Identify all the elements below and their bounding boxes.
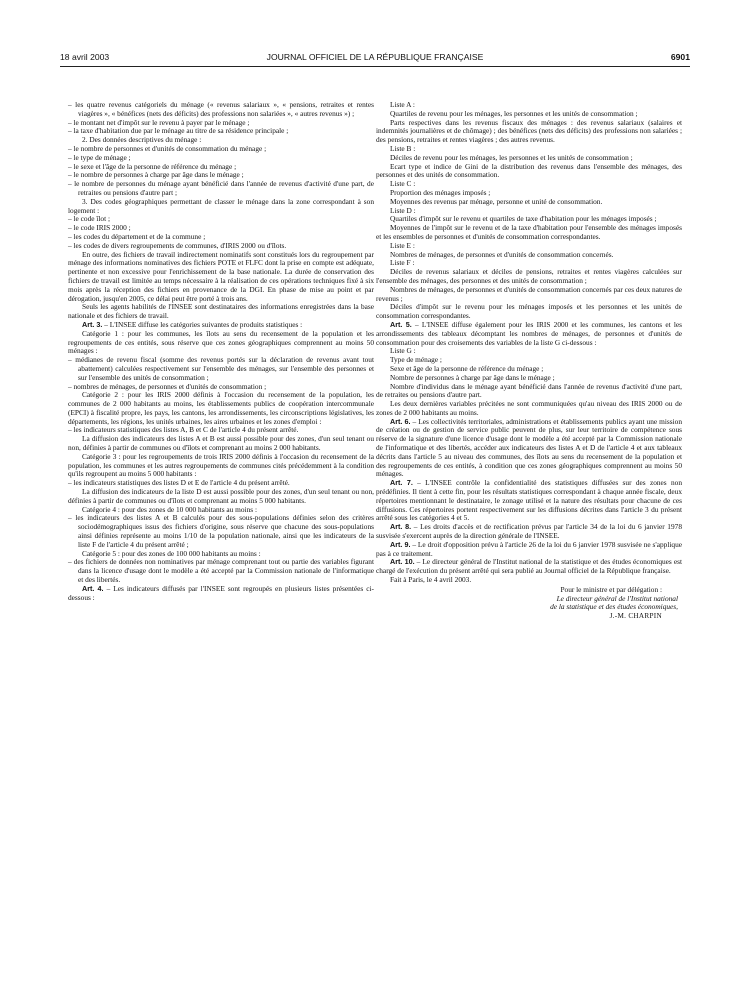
paragraph-text: – Les droits d'accès et de rectification prévus par l'article 34 de la loi du 6 janvier 1978 susvisée s'exercent auprès de la direction générale de l'INSEE.	[376, 522, 682, 541]
paragraph-text: – L'INSEE diffuse les catégories suivantes de produits statistiques :	[102, 319, 303, 329]
paragraph	[376, 268, 682, 286]
paragraph-text: Type de ménage ;	[390, 355, 442, 365]
paragraph-text: Liste F :	[390, 258, 415, 268]
journal-title: JOURNAL OFFICIEL DE LA RÉPUBLIQUE FRANÇAISE	[266, 52, 484, 62]
paragraph	[376, 198, 682, 207]
paragraph	[376, 119, 682, 145]
article-number: Art. 5.	[390, 319, 412, 329]
paragraph-text: Ecart type et indice de Gini de la distribution des revenus dans l'ensemble des ménages, des personnes et des unités de consommation.	[376, 161, 682, 180]
paragraph-text: – le nombre de personnes du ménage ayant bénéficié dans l'année de revenus d'activité d'une part, de retraites ou pensions d'autre part ;	[68, 179, 374, 197]
signature-block	[376, 586, 682, 621]
article-number: Art. 7.	[390, 478, 413, 488]
paragraph-text: – le nombre de personnes à charge par âge dans le ménage ;	[68, 170, 244, 180]
paragraph-text: Proportion des ménages imposés ;	[390, 187, 491, 197]
paragraph	[376, 383, 682, 401]
paragraph	[68, 435, 374, 453]
paragraph-text: – la taxe d'habitation due par le ménage au titre de sa résidence principale ;	[68, 126, 289, 136]
paragraph-text: – le type de ménage ;	[68, 152, 131, 162]
article-paragraph	[376, 523, 682, 541]
header-rule	[60, 66, 690, 67]
paragraph-text: – des fichiers de données non nominatives par ménage comprenant tout ou partie des variables figurant dans la licence d'usage dont le modèle a été accepté par la Commission nationale de l'informatique et des libertés.	[68, 557, 374, 585]
paragraph-text: Déciles d'impôt sur le revenu pour les ménages imposés et les personnes et les unités de consommation correspondantes.	[376, 302, 682, 321]
paragraph-text: – le code îlot ;	[68, 214, 111, 224]
article-number: Art. 8.	[390, 522, 412, 532]
paragraph-text: Nombre de personnes à charge par âge dans le ménage ;	[390, 372, 555, 382]
list-item	[68, 514, 374, 549]
right-column-body	[376, 101, 682, 585]
paragraph-text: – le sexe et l'âge de la personne de référence du ménage ;	[68, 161, 237, 171]
list-item	[68, 101, 374, 119]
paragraph-text: – médianes de revenu fiscal (somme des revenus portés sur la déclaration de revenus avant tout abattement) calculées respectivement sur l'ensemble des ménages, sur l'ensemble des personnes et sur l'ensemble des unités de consommation ;	[68, 355, 374, 382]
paragraph-text: Quartiles d'impôt sur le revenu et quartiles de taxe d'habitation pour les ménages imposés ;	[390, 214, 657, 224]
paragraph-text: Liste A :	[390, 100, 415, 109]
paragraph-text: Liste E :	[390, 240, 415, 250]
article-number: Art. 6.	[390, 416, 411, 426]
paragraph-text: – les indicateurs des listes A et B calculés pour des sous-populations définies selon des critères sociodémographiques issus des fichiers d'origine, sous réserve que chacune des sous-populations ainsi définies représente au moins 1/10 de la population nationale, ainsi que les indicateurs de la liste F de l'article 4 du présent arrêté ;	[68, 513, 374, 549]
article-number: Art. 3.	[82, 319, 103, 329]
paragraph-text: Catégorie 2 : pour les IRIS 2000 définis à l'occasion du recensement de la population, les communes de 2 000 habitants au moins, les établissements publics de coopération intercommunale (EPCI) à fiscalité propre, les pays, les cantons, les arrondissements, les circonscriptions législatives, les départements, les régions, les unités urbaines, les aires urbaines et les zones d'emploi :	[68, 390, 374, 426]
paragraph	[68, 391, 374, 426]
paragraph	[376, 163, 682, 181]
paragraph-text: – L'INSEE diffuse également pour les IRIS 2000 et les communes, les cantons et les arrondissements des tableaux décomptant les nombres de ménages, de personnes et d'unités de consommation pour des croisements des variables de la liste G ci-dessous :	[376, 319, 682, 347]
article-paragraph	[68, 585, 374, 603]
article-paragraph	[376, 418, 682, 480]
signature-role-1: Le directeur général de l'Institut national	[556, 593, 678, 603]
article-paragraph	[376, 479, 682, 523]
paragraph-text: Nombres de ménages, de personnes et d'unités de consommation concernés par ces deux natures de revenus ;	[376, 284, 682, 303]
page-header	[60, 52, 690, 66]
paragraph-text: Liste G :	[390, 346, 416, 356]
paragraph-text: Sexe et âge de la personne de référence du ménage ;	[390, 363, 544, 373]
page-number: 6901	[670, 52, 690, 62]
paragraph-text: Fait à Paris, le 4 avril 2003.	[390, 575, 472, 585]
list-item	[68, 180, 374, 198]
list-item	[68, 558, 374, 584]
paragraph	[376, 303, 682, 321]
paragraph	[68, 251, 374, 304]
right-column	[376, 101, 682, 621]
paragraph-text: 3. Des codes géographiques permettant de classer le ménage dans la zone correspondant à son logement :	[68, 196, 374, 215]
paragraph-text: 2. Des données descriptives du ménage :	[82, 135, 202, 145]
article-number: Art. 10.	[390, 557, 415, 567]
paragraph	[376, 224, 682, 242]
paragraph-text: – les indicateurs statistiques des listes A, B et C de l'article 4 du présent arrêté.	[68, 425, 299, 435]
paragraph-text: Nombres de ménages, de personnes et d'unités de consommation concernés.	[390, 249, 614, 259]
paragraph	[68, 330, 374, 356]
paragraph-text: Catégorie 1 : pour les communes, les îlots au sens du recensement de la population et les regroupements de ces entités, sous réserve que ces zones géographiques comprennent au moins 50 ménages :	[68, 328, 374, 356]
paragraph-text: Catégorie 5 : pour des zones de 100 000 habitants au moins :	[82, 548, 261, 558]
paragraph	[68, 303, 374, 321]
paragraph-text: Les deux dernières variables précitées ne sont communiquées qu'au niveau des IRIS 2000 ou de zones de 2 000 habitants au moins.	[376, 399, 682, 417]
paragraph-text: Seuls les agents habilités de l'INSEE sont destinataires des informations enregistrées dans la base nationale et des fichiers de travail.	[68, 302, 374, 321]
paragraph-text: Parts respectives dans les revenus fiscaux des ménages : des revenus salariaux (salaires et indemnités journalières et de chômage) ; des bénéfices (nets des déficits) des professions non salariées ; des pensions, retraites et rentes viagères ; des autres revenus.	[376, 117, 682, 145]
header-date: 18 avril 2003	[60, 52, 110, 62]
paragraph-text: Nombre d'individus dans le ménage ayant bénéficié dans l'année de revenus d'activité d'une part, de retraites ou pensions d'autre part.	[376, 381, 682, 400]
paragraph	[376, 576, 682, 585]
paragraph-text: La diffusion des indicateurs de la liste D est aussi possible pour des zones, d'un seul tenant ou non, définies à partir de communes ou d'îlots et comprenant au moins 5 000 habitants.	[68, 487, 374, 505]
paragraph-text: – Les indicateurs diffusés par l'INSEE sont regroupés en plusieurs listes présentées ci-dessous :	[68, 583, 374, 602]
article-paragraph	[376, 321, 682, 347]
paragraph	[68, 488, 374, 506]
article-number: Art. 4.	[82, 583, 104, 593]
paragraph-text: Moyennes des revenus par ménage, personne et unité de consommation.	[390, 196, 603, 206]
article-number: Art. 9.	[390, 539, 411, 549]
signature-role-2: de la statistique et des études économiques,	[550, 602, 678, 612]
paragraph-text: Liste C :	[390, 179, 416, 189]
paragraph-text: La diffusion des indicateurs des listes A et B est aussi possible pour des zones, d'un seul tenant ou non, définies à partir de communes ou d'îlots et comprenant au moins 2 000 habitants.	[68, 434, 374, 453]
article-paragraph	[376, 541, 682, 559]
signatory-name: J.-M. CHARPIN	[609, 612, 662, 621]
paragraph-text: Moyennes de l'impôt sur le revenu et de la taxe d'habitation pour l'ensemble des ménages imposés et les ensembles de personnes et d'unités de consommation correspondantes.	[376, 223, 682, 241]
paragraph-text: – Le droit d'opposition prévu à l'article 26 de la loi du 6 janvier 1978 susvisée ne s'applique pas à ce traitement.	[376, 539, 683, 558]
paragraph-text: Catégorie 4 : pour des zones de 10 000 habitants au moins :	[82, 504, 257, 514]
paragraph-text: – les codes du département et de la commune ;	[68, 231, 206, 241]
paragraph-text: Liste D :	[390, 205, 416, 215]
paragraph	[68, 198, 374, 216]
paragraph-text: – le montant net d'impôt sur le revenu à payer par le ménage ;	[68, 117, 250, 127]
paragraph	[376, 251, 682, 260]
paragraph-text: Quartiles de revenu pour les ménages, les personnes et les unités de consommation ;	[390, 108, 638, 118]
paragraph-text: – Les collectivités territoriales, administrations et établissements publics ayant une mission de création ou de gestion de service public peuvent de plus, sur leur territoire de compétence sous réserve de la signature d'une licence d'usage dont le modèle a été accepté par la Commission nationale de l'informatique et des libertés, accéder aux indicateurs des listes A et D de l'article 4 et aux tableaux décrits dans l'article 5 au niveau des communes, des îlots au sens du recensement de la population et des regroupements de ces entités, à condition que ces zones géographiques comprennent au moins 50 ménages.	[376, 416, 682, 479]
paragraph	[68, 453, 374, 479]
paragraph-text: – le nombre de personnes et d'unités de consommation du ménage ;	[68, 143, 267, 153]
paragraph-text: – L'INSEE contrôle la confidentialité des statistiques diffusées sur des zones non prédéfinies. Il tient à cette fin, pour les résultats statistiques correspondant à chaque année fiscale, deux répertoires mentionnant le destinataire, le zonage utilisé et la nature des résultats pour chacune de ces diffusions. Ces répertoires portent respectivement sur les diffusions décrites dans l'article 3 du présent arrêté sous les catégories 4 et 5.	[376, 478, 682, 523]
paragraph	[376, 400, 682, 418]
paragraph-text: – Le directeur général de l'Institut national de la statistique et des études économiques est chargé de l'exécution du présent arrêté qui sera publié au Journal officiel de la République française.	[376, 557, 683, 576]
paragraph-text: Catégorie 3 : pour les regroupements de trois IRIS 2000 définis à l'occasion du recensement de la population, les communes et les autres regroupements de communes cités précédemment à la condition qu'ils regroupent au moins 5 000 habitants :	[68, 451, 374, 479]
paragraph-text: – les codes de divers regroupements de communes, d'IRIS 2000 ou d'îlots.	[68, 240, 287, 250]
paragraph-text: – nombres de ménages, de personnes et d'unités de consommation ;	[68, 381, 267, 391]
paragraph-text: En outre, des fichiers de travail indirectement nominatifs sont constitués lors du regroupement par ménage des informations nominatives des fichiers POTE et FLFC dont la prise en compte est adéquate, pertinente et non excessive pour l'enrichissement de la base nationale. La durée de conservation des fichiers de travail est limitée au temps nécessaire à la réalisation de ces opérations techniques fixé à six mois après la réception des fichiers en provenance de la DGI. En phase de mise au point et par dérogation, jusqu'en 2005, ce délai peut être porté à trois ans.	[68, 249, 374, 303]
paragraph-text: Déciles de revenus salariaux et déciles de pensions, retraites et rentes viagères calculées sur l'ensemble des ménages, des personnes et des unités de consommation ;	[376, 267, 682, 285]
left-column	[68, 101, 374, 602]
signature-intro: Pour le ministre et par délégation :	[560, 584, 662, 594]
paragraph	[376, 286, 682, 304]
paragraph-text: – les quatre revenus catégoriels du ménage (« revenus salariaux », « pensions, retraites et rentes viagères », « bénéfices (nets des déficits) des professions non salariées », « autres revenus ») ;	[68, 100, 374, 118]
paragraph-text: – les indicateurs statistiques des listes D et E de l'article 4 du présent arrêté.	[68, 478, 290, 488]
article-paragraph	[376, 558, 682, 576]
paragraph-text: Liste B :	[390, 143, 416, 153]
list-item	[68, 356, 374, 382]
paragraph-text: – le code IRIS 2000 ;	[68, 223, 131, 233]
paragraph-text: Déciles de revenu pour les ménages, les personnes et les unités de consommation ;	[390, 152, 633, 162]
